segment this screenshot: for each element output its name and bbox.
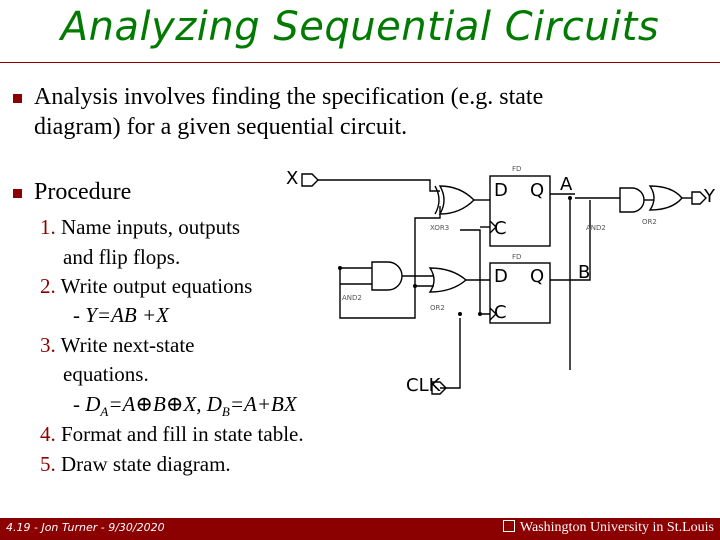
step-5-text: Draw state diagram. [61, 452, 231, 476]
eq-dash: - [73, 392, 86, 416]
and2-left-label: AND2 [342, 294, 362, 302]
ff-bot-d: D [494, 266, 508, 287]
step-3-number: 3. [40, 333, 56, 357]
circuit-diagram [280, 158, 720, 403]
label-b: B [578, 262, 591, 283]
bullet-square-icon [13, 189, 22, 198]
label-y: Y [704, 186, 715, 207]
step-4-number: 4. [40, 422, 56, 446]
eq-da: D [85, 392, 101, 416]
step-5-number: 5. [40, 452, 56, 476]
ff-bot-small-label: FD [512, 253, 522, 261]
footer-credit: 4.19 - Jon Turner - 9/30/2020 [6, 521, 165, 534]
footer-bar [0, 518, 720, 540]
bullet-1-line-2: diagram) for a given sequential circuit. [34, 114, 408, 140]
step-2-number: 2. [40, 274, 56, 298]
output-equation: - Y=AB +X [73, 303, 169, 327]
xor-symbol-1: ⊕ [135, 392, 153, 416]
or2-gate-left [430, 268, 466, 292]
footer-university [503, 520, 714, 536]
slide-title: Analyzing Sequential Circuits [60, 4, 660, 50]
step-4 [40, 420, 304, 448]
ff-bot-q: Q [530, 266, 545, 287]
xor-symbol-2: ⊕ [165, 392, 184, 416]
ff-top-q: Q [530, 180, 545, 201]
xor3-gate [440, 186, 474, 214]
footer-university-text: Washington University in St.Louis [519, 520, 714, 535]
step-3 [40, 331, 194, 359]
and2-top-label: AND2 [586, 224, 606, 232]
bullet-1-line-1: Analysis involves finding the specification (e.g. state [34, 84, 544, 110]
title-divider [0, 62, 720, 63]
step-2-text: Write output equations [60, 274, 253, 298]
or2-gate-right [650, 186, 682, 210]
eq-db-rhs: =A+BX [229, 392, 297, 416]
or2-left-label: OR2 [430, 304, 445, 312]
step-4-text: Format and fill in state table. [61, 422, 304, 446]
step-1-text: Name inputs, outputs [61, 215, 241, 239]
eq-b: B [152, 392, 166, 416]
step-1 [40, 213, 240, 241]
eq-x-sep: X, D [183, 392, 222, 416]
bullet-2-line-1: Procedure [34, 179, 132, 205]
step-3-text: Write next-state [60, 333, 195, 357]
label-x: X [286, 168, 299, 189]
step-1-number: 1. [40, 215, 56, 239]
step-2 [40, 272, 252, 300]
step-3-line-2: equations. [63, 362, 149, 386]
eq-da-rhs: =A [108, 392, 136, 416]
eq-da-sub: A [100, 404, 109, 420]
xor3-label: XOR3 [430, 224, 450, 232]
ff-top-d: D [494, 180, 508, 201]
ff-top-c: C [494, 218, 507, 239]
ff-bot-c: C [494, 302, 507, 323]
eq-db-sub: B [221, 404, 230, 420]
ff-top-small-label: FD [512, 165, 522, 173]
x-input-pin [302, 174, 318, 186]
step-1-line-2: and flip flops. [63, 245, 181, 269]
and2-gate-left [372, 262, 402, 290]
bullet-square-icon [13, 94, 22, 103]
and2-gate-right [620, 188, 644, 212]
label-a: A [560, 174, 573, 195]
label-clk: CLK [406, 375, 441, 396]
or2-top-label: OR2 [642, 218, 657, 226]
step-5 [40, 450, 231, 478]
university-crest-icon [503, 520, 515, 532]
